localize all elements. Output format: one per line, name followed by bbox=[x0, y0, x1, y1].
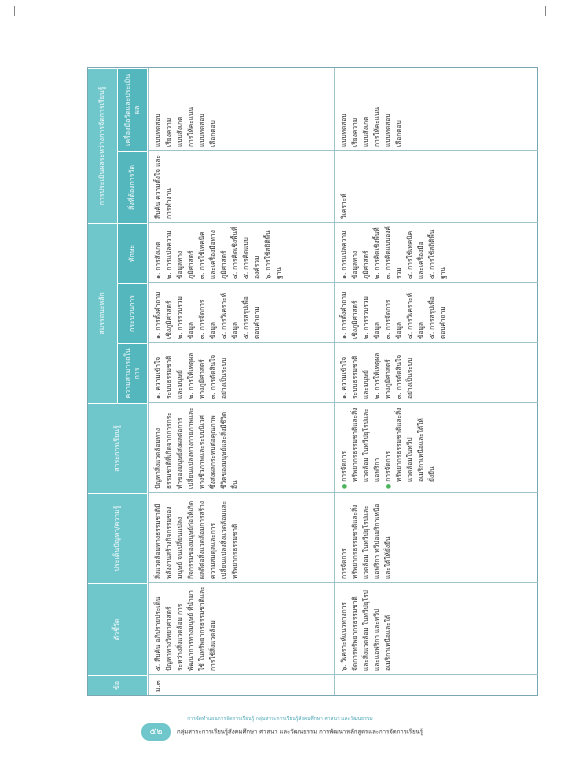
assess-items-cell: สืบค้น ความตั้งใจ และการทำงาน bbox=[149, 151, 335, 223]
process-cell bbox=[149, 283, 335, 343]
skill-cell bbox=[149, 223, 335, 283]
learn-cell bbox=[149, 343, 335, 403]
list-item: ๒. การคิดเชิงพื้นที่ bbox=[373, 227, 381, 279]
learn-cell bbox=[335, 343, 538, 403]
page-footer bbox=[30, 715, 530, 741]
list-item: แบบทดสอบ bbox=[198, 113, 206, 147]
list-item: ๕. การใช้สถิติพื้นฐาน bbox=[428, 229, 447, 279]
list-item: ๒. การให้เหตุผลทางภูมิศาสตร์ bbox=[373, 352, 392, 399]
row-no bbox=[335, 675, 538, 695]
list-item: ๓. การจัดการข้อมูล bbox=[198, 299, 217, 339]
list-item: แบบทดสอบ bbox=[154, 113, 162, 147]
problem-cell: สิ่งแวดล้อมทางธรรมชาติมีพลังงานสร้างกิจกรรมของมนุษย์ จนเปลี่ยนแปลงกิจกรรมของมนุษย์ก่อให้เกิดผลดีต่อสิ่งแวดล้อมการสร้างความสมดุลและการเปลี่ยนแปลงสิ่งแวดล้อมและทรัพยากรธรรมชาติ bbox=[149, 493, 335, 583]
list-item: การให้คะแนน bbox=[187, 106, 195, 147]
header-process: กระบวนการ bbox=[118, 283, 148, 343]
list-item: ๔. การวิเคราะห์ข้อมูล bbox=[406, 293, 425, 339]
list-item: ๑. ความเข้าใจระบบธรรมชาติและมนุษย์ bbox=[340, 355, 370, 399]
process-cell bbox=[335, 283, 538, 343]
list-item: ๕. การสรุปเพื่อตอบคำถาม bbox=[242, 296, 261, 339]
list-item: เลือกตอบ bbox=[209, 120, 217, 147]
problem-cell: การจัดการทรัพยากรธรรมชาติและสิ่งแวดล้อม ในทวีปยุโรปและแอฟริกา ทวีปอเมริกาเหนือและใต้ให้ยั่งยืน bbox=[335, 493, 538, 583]
list-item: ๖. การใช้สถิติพื้นฐาน bbox=[264, 230, 283, 279]
knowledge-cell bbox=[335, 403, 538, 493]
skill-cell bbox=[335, 223, 538, 283]
list-item: ๑. การแปลความข้อมูลทางภูมิศาสตร์ bbox=[340, 230, 370, 279]
header-no: ข้อ bbox=[88, 675, 148, 695]
table-row bbox=[148, 68, 335, 695]
footer-line-1: การจัดทำแผนการจัดการเรียนรู้ กลุ่มสาระการเรียนรู้สังคมศึกษา ศาสนา และวัฒนธรรม bbox=[187, 716, 373, 722]
assess-items-cell: วิเคราะห์ bbox=[335, 151, 538, 223]
list-item: ๑. การตั้งคำถามเชิงภูมิศาสตร์ bbox=[340, 291, 359, 339]
assess-tools-cell bbox=[335, 68, 538, 151]
list-item: ๓. การใช้เทคนิคและเครื่องมือทางภูมิศาสตร์ bbox=[198, 230, 228, 279]
list-item: เรียงความ bbox=[351, 117, 359, 147]
row-no: ม.๓ bbox=[154, 680, 162, 692]
list-item: เลือกตอบ bbox=[395, 120, 403, 147]
list-item: ๒. การให้เหตุผลทางภูมิศาสตร์ bbox=[187, 352, 206, 399]
list-item: การให้คะแนน bbox=[373, 106, 381, 147]
footer-line-2 bbox=[30, 723, 530, 741]
list-item: ๑. การสังเกต bbox=[154, 241, 162, 279]
list-item: ๑. ความเข้าใจระบบธรรมชาติและมนุษย์ bbox=[154, 355, 184, 399]
list-item: แบบสังเกต bbox=[362, 116, 370, 147]
list-item: ๒. การแปลความข้อมูลทางภูมิศาสตร์ bbox=[165, 230, 195, 279]
header-indicator: ตัวชี้วัด bbox=[88, 583, 148, 675]
page-number: ๕๒ bbox=[141, 723, 171, 741]
header-assessment-group: การประเมินผลระหว่างการจัดการเรียนรู้ bbox=[88, 68, 118, 223]
header-assess-tools: เครื่องมือวัดและประเมินผล bbox=[118, 68, 148, 151]
header-skills-group: สมรรถนะหลัก bbox=[88, 223, 118, 403]
header-problem: ประเด็นปัญหา/ความรู้ bbox=[88, 493, 148, 583]
indicator-cell: ๖. วิเคราะห์แนวทางการจัดการทรัพยากรธรรมชาติและสิ่งแวดล้อม ในทวีปยุโรปและแอฟริกา และทวีปอเมริกาเหนือและใต้ bbox=[335, 583, 538, 675]
table-row bbox=[334, 68, 538, 695]
list-item: แบบทดสอบ bbox=[384, 113, 392, 147]
header-knowledge: สาระการเรียนรู้ bbox=[88, 403, 148, 493]
header-skill: ทักษะ bbox=[118, 223, 148, 283]
rotated-table-frame bbox=[87, 67, 538, 696]
list-item: ๔. การใช้เทคนิคและเครื่องมือ bbox=[406, 230, 425, 279]
assess-tools-cell bbox=[149, 68, 335, 151]
list-item: แบบทดสอบ bbox=[340, 113, 348, 147]
list-item: ● การจัดการทรัพยากรธรรมชาติและสิ่งแวดล้อมในทวีปอเมริกาเหนือและใต้ให้ยั่งยืน bbox=[383, 406, 438, 482]
header-assess-items: สิ่งที่ต้องการวัด bbox=[118, 151, 148, 223]
table bbox=[88, 68, 537, 695]
list-item: ๓. การจัดการข้อมูล bbox=[384, 299, 403, 339]
knowledge-cell: ปัญหาสิ่งแวดล้อมทางธรรมชาติที่เกิดจากการกระทำของมนุษย์ส่งผลต่อการเปลี่ยนแปลงทางกายภาพและทางชีวภาพและระบบนิเวศ ซึ่งส่งผลกระทบต่อคุณภาพชีวิตของมนุษย์และสิ่งมีชีวิตอื่น bbox=[149, 403, 335, 493]
list-item: ๕. การสรุปเพื่อตอบคำถาม bbox=[428, 296, 447, 339]
list-item: ๑. การตั้งคำถามเชิงภูมิศาสตร์ bbox=[154, 291, 173, 339]
footer-text: กลุ่มสาระการเรียนรู้สังคมศึกษา ศาสนา และวัฒนธรรม การพัฒนาหลักสูตรและการจัดการเรียนรู้ bbox=[176, 728, 423, 736]
crop-mark bbox=[14, 6, 15, 16]
list-item: ๓. การคิดแบบองค์รวม bbox=[384, 226, 403, 279]
list-item: ๔. การวิเคราะห์ข้อมูล bbox=[220, 293, 239, 339]
list-item: ๕. การคิดแบบองค์รวม bbox=[242, 237, 261, 279]
list-item: ๓. การตัดสินใจอย่างเป็นระบบ bbox=[395, 354, 414, 399]
list-item: ๔. การคิดเชิงพื้นที่ bbox=[231, 226, 239, 279]
indicator-cell: ๕. สืบค้น อภิปรายประเด็นปัญหาทางวิทยาศาสตร์ ระหว่างสิ่งแวดล้อม การพัฒนาการทางมนุษย์ ที่นำมาใช้ ในทรัพยากรธรรมชาติและการใช้สิ่งแวดล้อม bbox=[149, 583, 335, 675]
list-item: ๒. การรวบรวมข้อมูล bbox=[176, 296, 195, 339]
header-learn: ความสามารถในการ bbox=[118, 343, 148, 403]
list-item: ๓. การตัดสินใจอย่างเป็นระบบ bbox=[209, 354, 228, 399]
list-item: เรียงความ bbox=[165, 117, 173, 147]
list-item: แบบสังเกต bbox=[176, 116, 184, 147]
crop-mark bbox=[545, 6, 546, 16]
list-item: ● การจัดการทรัพยากรธรรมชาติและสิ่งแวดล้อม ในทวีปยุโรปและแอฟริกา bbox=[339, 406, 383, 482]
list-item: ๒. การรวบรวมข้อมูล bbox=[362, 296, 381, 339]
